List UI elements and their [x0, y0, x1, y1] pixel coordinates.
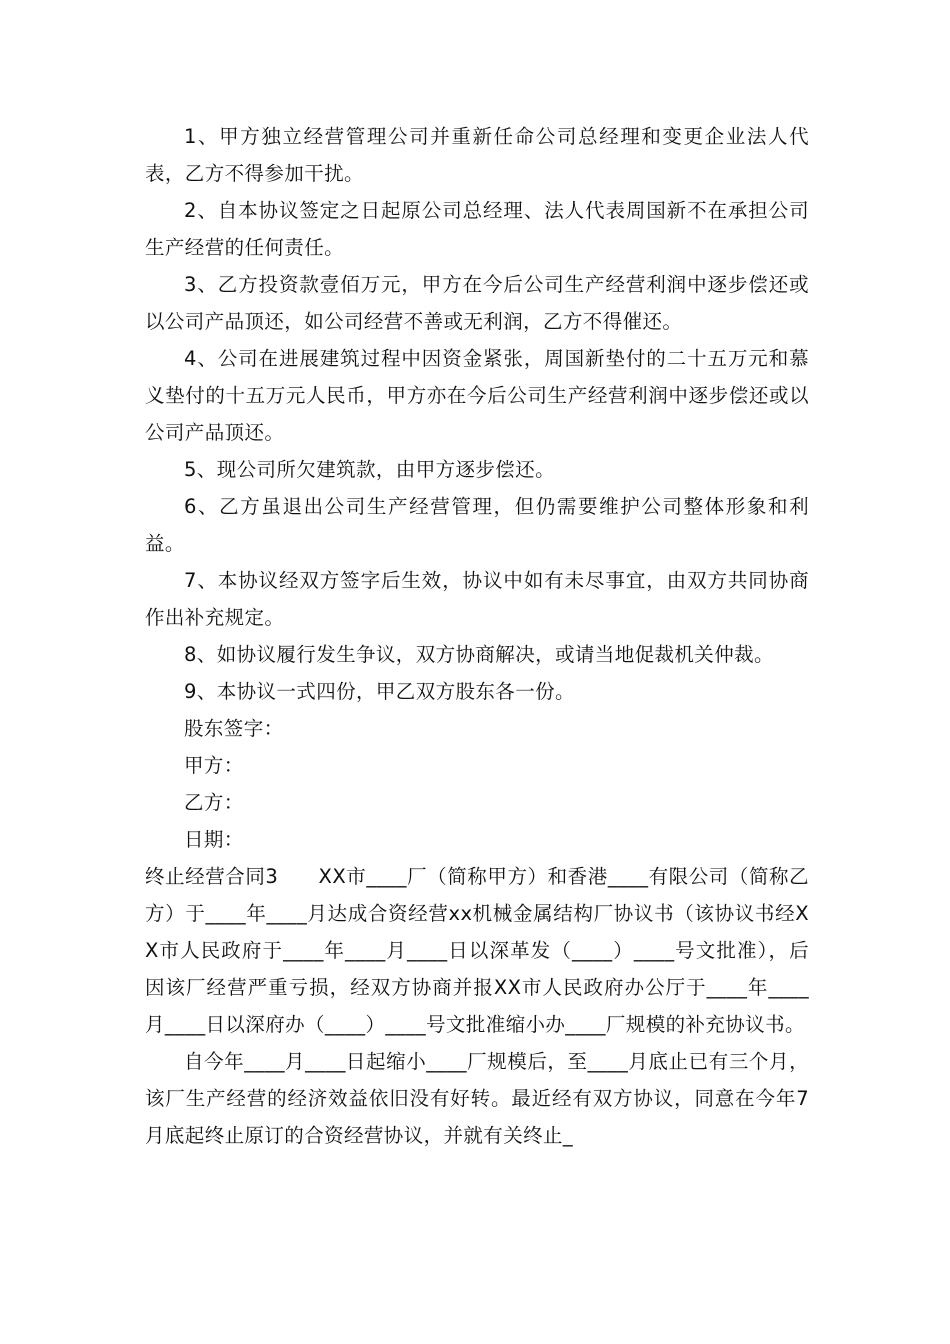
contract-3-intro: 终止经营合同3 XX市____厂（简称甲方）和香港____有限公司（简称乙方）于____年____月达成合资经营xx机械金属结构厂协议书（该协议书经XX市人民政府于____年____月____日以深革发（____）____号文批准），后因该厂经营严重亏损，经双方协商并报XX市人民政府办公厅于____年____月____日以深府办（____）____号文批准缩小办____厂规模的补充协议书。 [145, 865, 809, 1036]
document-page [145, 118, 809, 1154]
clause-4: 4、公司在进展建筑过程中因资金紧张，周国新垫付的二十五万元和慕义垫付的十五万元人民币，甲方亦在今后公司生产经营利润中逐步偿还或以公司产品顶还。 [145, 347, 809, 444]
party-a-label: 甲方： [184, 754, 244, 777]
clause-7: 7、本协议经双方签字后生效，协议中如有未尽事宜，由双方共同协商作出补充规定。 [145, 569, 809, 629]
clause-2: 2、自本协议签定之日起原公司总经理、法人代表周国新不在承担公司生产经营的任何责任。 [145, 199, 809, 259]
clause-8: 8、如协议履行发生争议，双方协商解决，或请当地促裁机关仲裁。 [184, 643, 774, 666]
party-b-label: 乙方： [184, 791, 244, 814]
date-label: 日期： [184, 828, 244, 851]
clause-5: 5、现公司所欠建筑款，由甲方逐步偿还。 [184, 458, 556, 481]
contract-3-body: 自今年____月____日起缩小____厂规模后，至____月底止已有三个月，该厂生产经营的经济效益依旧没有好转。最近经有双方协议，同意在今年7月底起终止原订的合资经营协议，并就有关终止_ [145, 1050, 809, 1147]
clause-3: 3、乙方投资款壹佰万元，甲方在今后公司生产经营利润中逐步偿还或以公司产品顶还，如公司经营不善或无利润，乙方不得催还。 [145, 273, 809, 333]
clause-1: 1、甲方独立经营管理公司并重新任命公司总经理和变更企业法人代表，乙方不得参加干扰。 [145, 125, 809, 185]
clause-9: 9、本协议一式四份，甲乙双方股东各一份。 [184, 680, 575, 703]
clause-6: 6、乙方虽退出公司生产经营管理，但仍需要维护公司整体形象和利益。 [145, 495, 809, 555]
shareholder-signature-label: 股东签字： [184, 717, 284, 740]
